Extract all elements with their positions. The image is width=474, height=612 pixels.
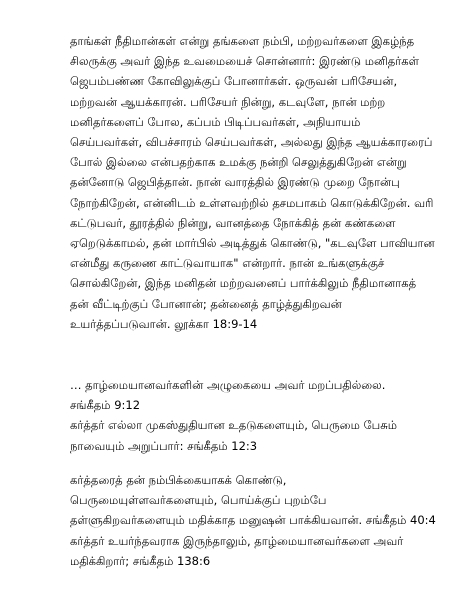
text-line: தாங்கள் நீதிமான்கள் என்று தங்களை நம்பி, மற்றவர்களை இகழ்ந்த bbox=[70, 34, 415, 48]
paragraph-psalms-40-4 bbox=[70, 470, 455, 571]
text-line: நாவையும் அறுப்பார்: சங்கீதம் 12:3 bbox=[70, 438, 258, 453]
text-line: ஏறெடுக்காமல், தன் மார்பில் அடித்துக் கொண்டு, "கடவுளே பாவியான bbox=[70, 236, 435, 251]
text-line: கர்த்தர் எல்லா முகஸ்துதியான உதடுகளையும், பெருமை பேசும் bbox=[70, 418, 397, 433]
text-line: கர்த்தர் உயர்ந்தவராக இருந்தாலும், தாழ்மையானவர்களை அவர் bbox=[70, 533, 404, 548]
text-line: தள்ளுகிறவர்களையும் மதிக்காத மனுஷன் பாக்கியவான். சங்கீதம் 40:4 bbox=[70, 513, 436, 528]
text-line: தன் வீட்டிற்குப் போனான்; தன்னைத் தாழ்த்துகிறவன் bbox=[70, 296, 342, 311]
text-line: மதிக்கிறார்; சங்கீதம் 138:6 bbox=[70, 553, 211, 568]
text-line: செய்பவர்கள், விபச்சாரம் செய்பவர்கள், அல்லது இந்த ஆயக்காரரைப் bbox=[70, 135, 433, 150]
text-line: போல் இல்லை என்பதற்காக உமக்கு நன்றி செலுத்துகிறேன் என்று bbox=[70, 155, 407, 170]
text-line: மற்றவன் ஆயக்காரன். பரிசேயர் நின்று, கடவுளே, நான் மற்ற bbox=[70, 94, 386, 109]
text-line: கர்த்தரைத் தன் நம்பிக்கையாகக் கொண்டு, bbox=[70, 473, 287, 487]
text-line: கட்டுபவர், தூரத்தில் நின்று, வானத்தை நோக்கித் தன் கண்களை bbox=[70, 215, 396, 230]
text-line: சிலருக்கு அவர் இந்த உவமையைச் சொன்னார்: இரண்டு மனிதர்கள் bbox=[70, 54, 419, 69]
text-line: பெருமையுள்ளவர்களையும், பொய்க்குப் புறம்பே bbox=[70, 493, 327, 508]
text-line: உயர்த்தப்படுவான். லூக்கா 18:9-14 bbox=[70, 316, 258, 331]
paragraph-psalms-9-12 bbox=[70, 375, 455, 456]
text-line: சங்கீதம் 9:12 bbox=[70, 398, 141, 413]
text-line: … தாழ்மையானவர்களின் அழுகையை அவர் மறப்பதில்லை. bbox=[70, 378, 386, 392]
text-line: தன்னோடு ஜெபித்தான். நான் வாரத்தில் இரண்டு முறை நோன்பு bbox=[70, 175, 400, 190]
text-line: சொல்கிறேன், இந்த மனிதன் மற்றவனைப் பார்க்கிலும் நீதிமானாகத் bbox=[70, 276, 417, 291]
paragraph-luke-18 bbox=[70, 31, 455, 334]
text-line: மனிதர்களைப் போல, கப்பம் பிடிப்பவர்கள், அநியாயம் bbox=[70, 114, 361, 129]
text-line: என்மீது கருணை காட்டுவாயாக" என்றார். நான் உங்களுக்குச் bbox=[70, 256, 385, 271]
text-line: நோற்கிறேன், என்னிடம் உள்ளவற்றில் தசமபாகம் கொடுக்கிறேன். வரி bbox=[70, 195, 434, 210]
text-line: ஜெபம்பண்ண கோவிலுக்குப் போனார்கள். ஒருவன் பரிசேயன், bbox=[70, 74, 398, 89]
